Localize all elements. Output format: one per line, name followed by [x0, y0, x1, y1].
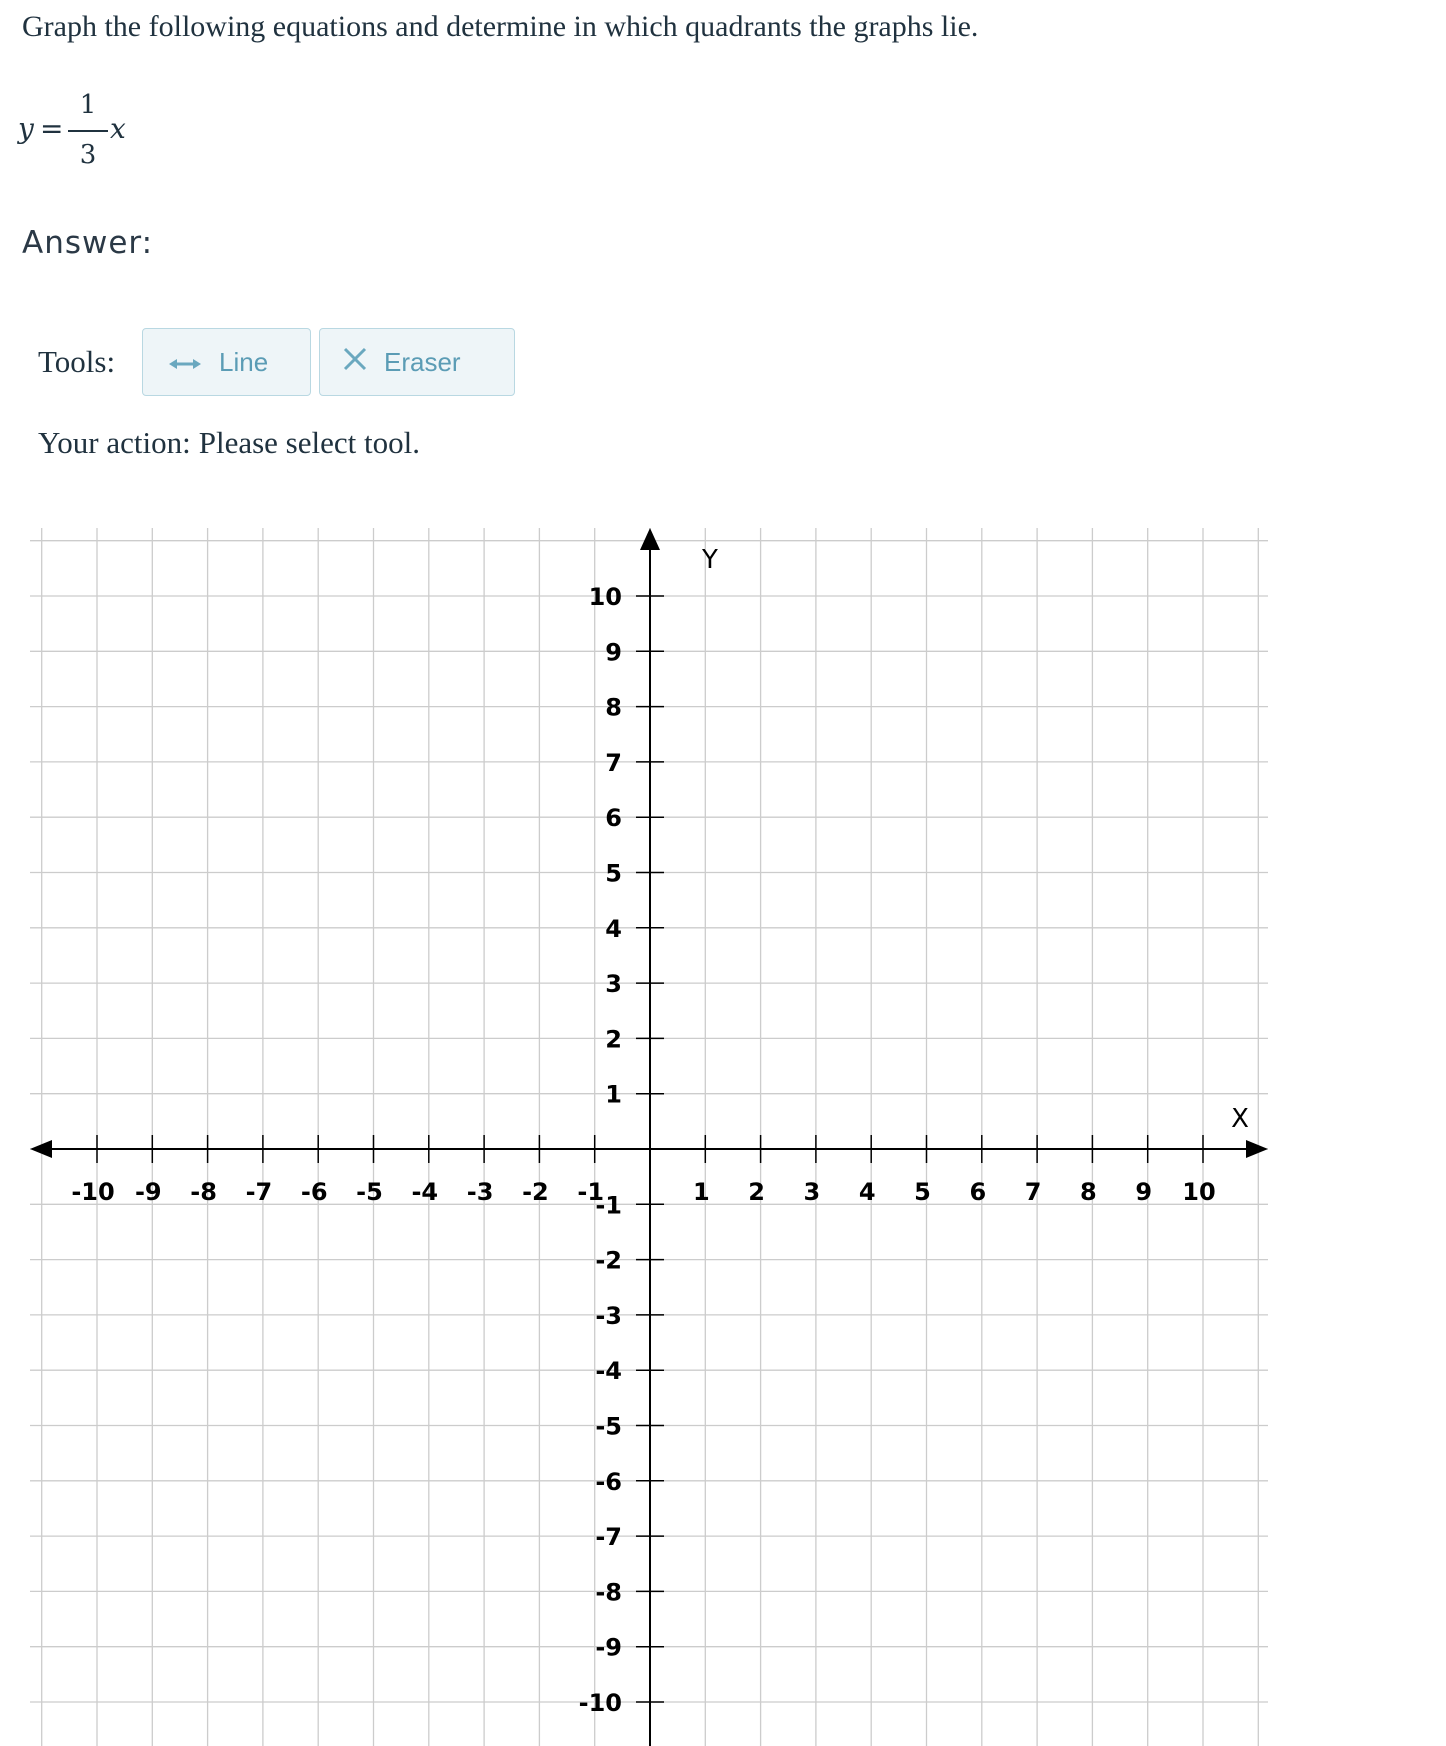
x-tick-label: -6	[300, 1178, 328, 1206]
y-tick-label: 1	[605, 1080, 622, 1109]
y-tick-label: 4	[605, 914, 622, 943]
y-tick-label: -5	[595, 1412, 622, 1441]
y-tick-label: 9	[605, 638, 622, 667]
x-tick-label: 10	[1182, 1178, 1216, 1206]
tools-label: Tools:	[38, 344, 116, 379]
y-tick-label: -1	[595, 1191, 622, 1220]
y-tick-label: -6	[595, 1467, 622, 1496]
x-tick-label: -10	[71, 1178, 115, 1206]
y-tick-label: -7	[595, 1523, 622, 1552]
x-tick-label: 2	[748, 1178, 765, 1206]
y-tick-label: 2	[605, 1025, 622, 1054]
x-tick-label: 1	[692, 1178, 710, 1206]
y-tick-label: 10	[588, 583, 622, 611]
y-tick-label: -3	[595, 1301, 622, 1330]
fraction-bar	[68, 130, 108, 132]
action-message: Please select tool.	[198, 425, 420, 460]
x-tick-label: -7	[245, 1178, 273, 1206]
y-tick-label: 7	[605, 748, 622, 777]
x-axis-arrow-left	[30, 1140, 52, 1158]
y-tick-label: 6	[605, 804, 622, 833]
fraction-denominator: 3	[79, 140, 97, 170]
line-tool-label: Line	[219, 346, 269, 377]
x-tick-label: 7	[1024, 1178, 1042, 1206]
x-tick-label: -1	[577, 1178, 605, 1206]
x-tick-label: -8	[190, 1178, 217, 1206]
y-tick-label: -4	[595, 1357, 622, 1386]
equation	[18, 92, 158, 182]
question-text: Graph the following equations and determine in which quadrants the graphs lie.	[22, 10, 979, 43]
fraction-numerator: 1	[79, 90, 97, 120]
x-tick-label: -5	[356, 1178, 383, 1206]
eraser-tool-button[interactable]	[319, 328, 515, 396]
x-tick-label: 9	[1135, 1178, 1153, 1206]
x-tick-label: 3	[803, 1178, 821, 1206]
action-status	[38, 425, 420, 461]
y-tick-label: -9	[595, 1633, 622, 1662]
x-tick-label: 8	[1080, 1178, 1097, 1206]
action-prefix: Your action:	[38, 425, 191, 460]
x-tick-label: -2	[522, 1178, 549, 1206]
y-tick-label: -2	[595, 1246, 622, 1275]
line-tool-button[interactable]	[142, 328, 311, 396]
x-tick-label: 6	[969, 1178, 987, 1206]
y-axis-label: Y	[702, 545, 718, 575]
y-tick-label: 5	[605, 859, 622, 888]
equation-lhs: y	[18, 112, 34, 145]
x-axis-arrow-right	[1246, 1140, 1268, 1158]
y-tick-label: -10	[578, 1689, 622, 1717]
eraser-tool-label: Eraser	[384, 346, 461, 377]
equation-variable: x	[110, 112, 126, 145]
y-tick-label: -8	[595, 1578, 622, 1607]
equation-equals: =	[40, 112, 64, 145]
x-tick-label: -4	[411, 1178, 439, 1206]
x-axis-label: X	[1231, 1104, 1249, 1134]
y-tick-label: 8	[605, 693, 622, 722]
x-tick-label: -9	[134, 1178, 162, 1206]
y-tick-label: 3	[605, 970, 622, 999]
x-tick-label: 4	[858, 1178, 876, 1206]
x-tick-label: 5	[914, 1178, 931, 1206]
y-axis-arrow-up	[640, 528, 660, 550]
x-tick-label: -3	[466, 1178, 494, 1206]
double-arrow-icon	[169, 347, 201, 378]
coordinate-graph[interactable]	[0, 520, 1446, 1746]
x-icon	[342, 346, 368, 379]
answer-label: Answer:	[22, 225, 154, 261]
